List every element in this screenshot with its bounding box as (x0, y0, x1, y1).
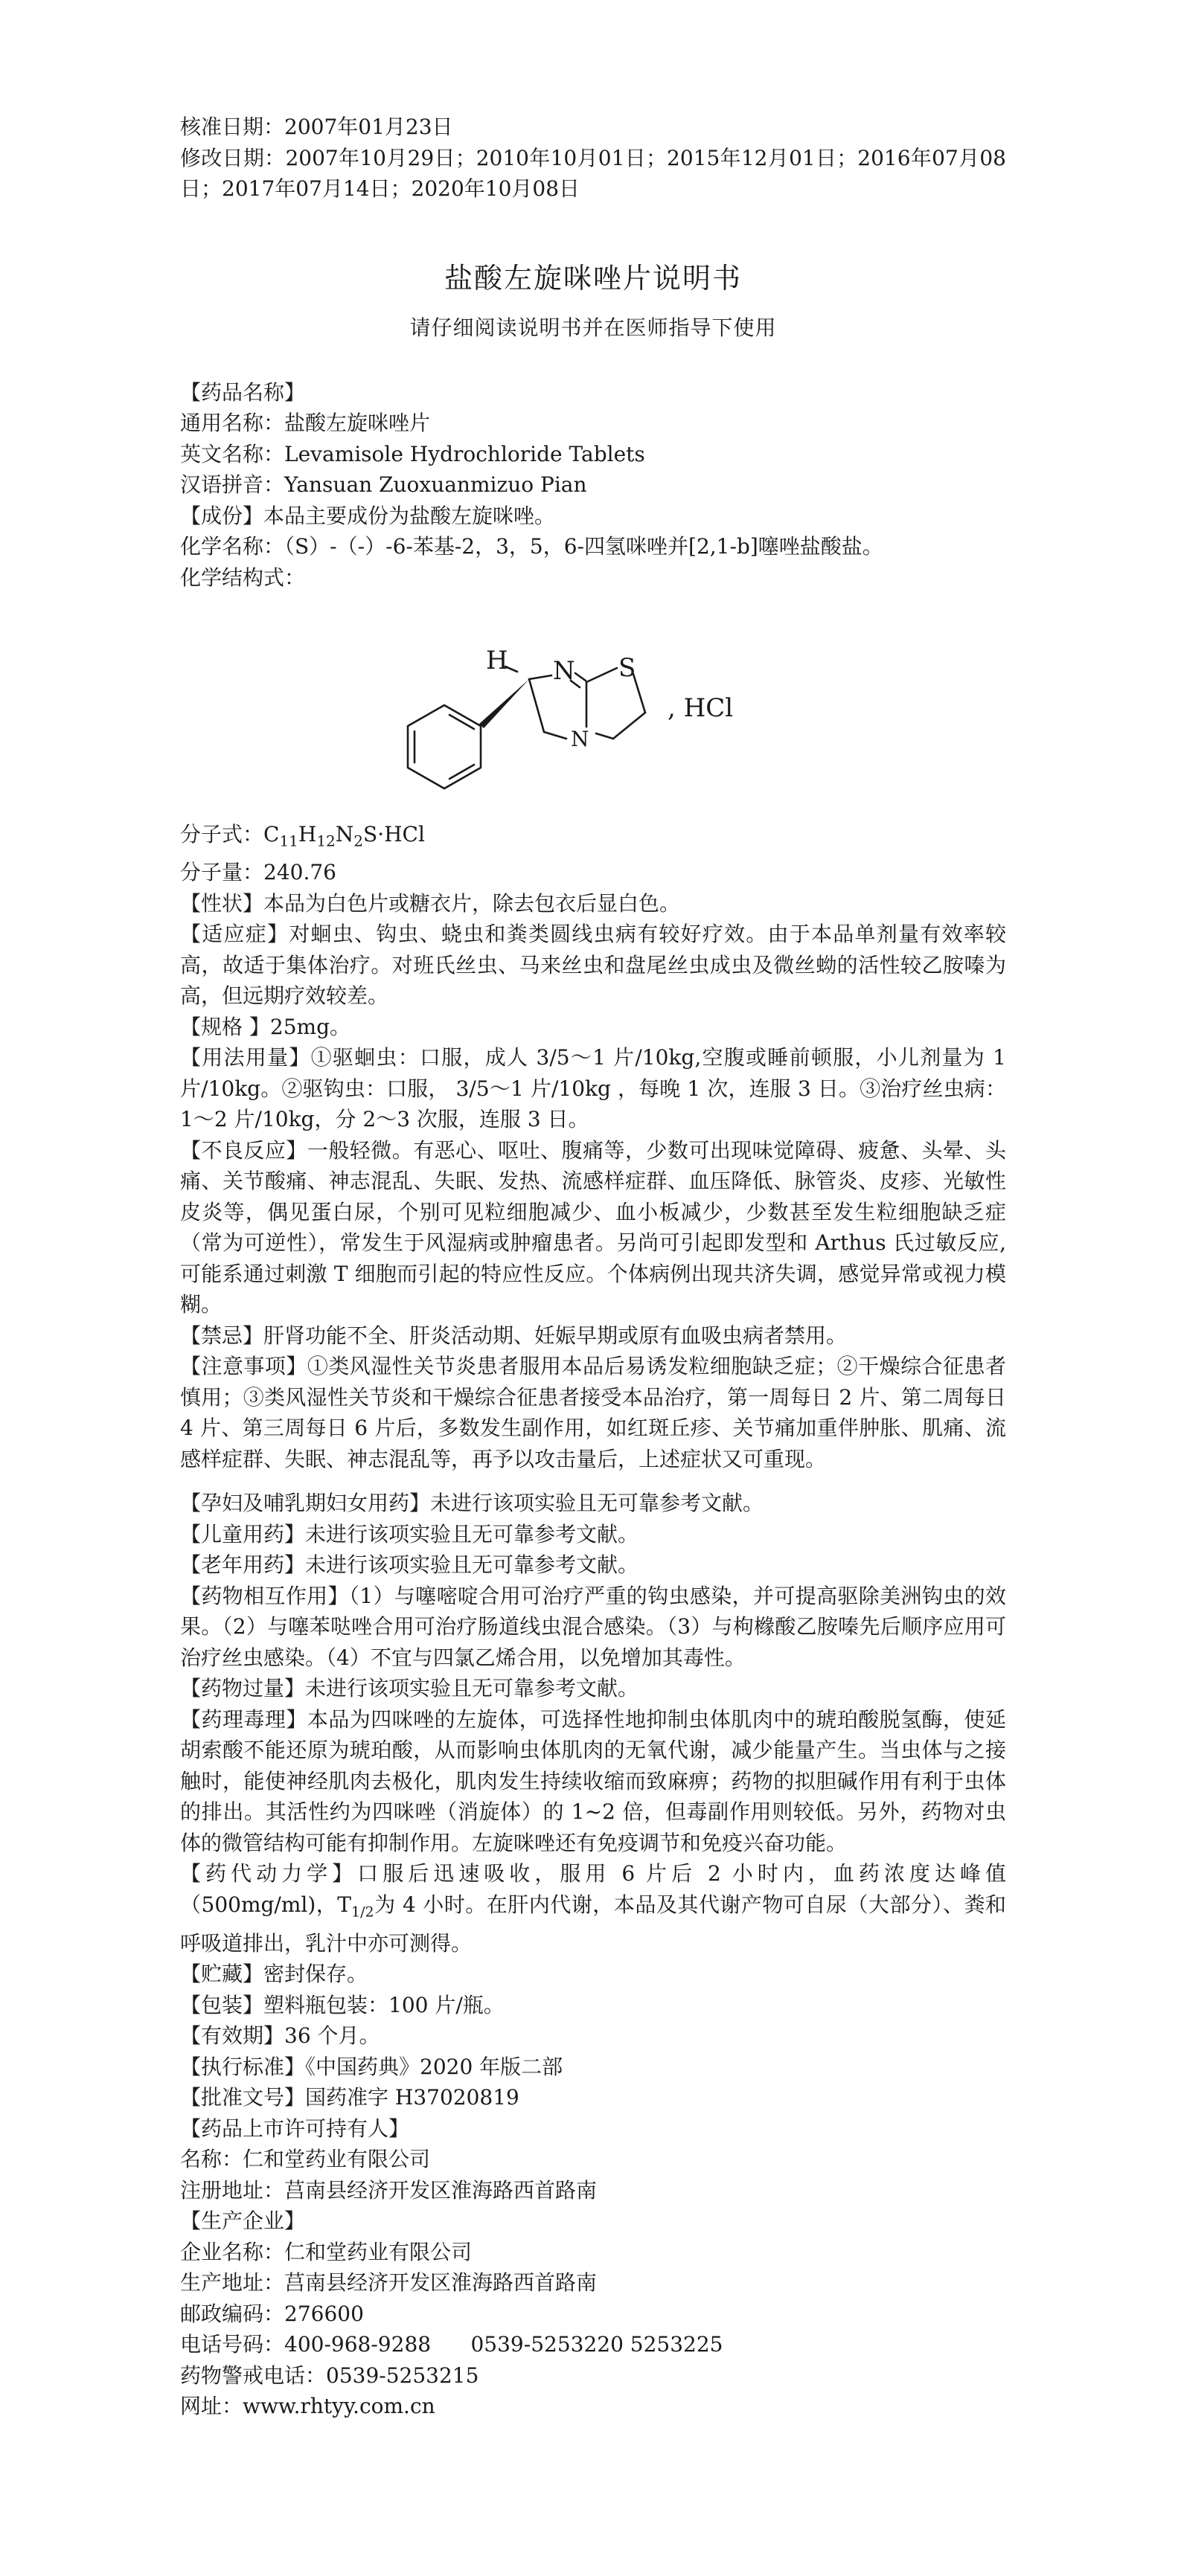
chemical-structure (180, 597, 1006, 813)
leaflet (180, 112, 1006, 2422)
manufacturer-website[interactable]: 网址：www.rhtyy.com.cn (180, 2394, 435, 2419)
molecular-weight: 分子量：240.76 (180, 860, 336, 885)
document-subtitle: 请仔细阅读说明书并在医师指导下使用 (409, 315, 777, 340)
section-contraindications: 【禁忌】肝肾功能不全、肝炎活动期、妊娠早期或原有血吸虫病者禁用。 (180, 1323, 848, 1348)
section-children: 【儿童用药】未进行该项实验且无可靠参考文献。 (180, 1521, 639, 1546)
c5-n-bond (544, 732, 566, 739)
manufacturer-address: 生产地址：莒南县经济开发区淮海路西首路南 (180, 2270, 598, 2296)
section-storage: 【贮藏】密封保存。 (180, 1962, 368, 1987)
manufacturer-name: 企业名称：仁和堂药业有限公司 (180, 2239, 473, 2264)
structure-label: 化学结构式： (180, 565, 306, 590)
hcl-salt: , HCl (668, 693, 734, 723)
ch2-ch2-bond (613, 713, 645, 739)
drug-name-heading: 【药品名称】 (180, 379, 306, 405)
mah-name: 名称：仁和堂药业有限公司 (180, 2147, 431, 2172)
generic-name: 通用名称：盐酸左旋咪唑片 (180, 411, 431, 435)
levamisole-structure-diagram (348, 597, 764, 813)
section-interactions: 【药物相互作用】（1）与噻嘧啶合用可治疗严重的钩虫感染，并可提高驱除美洲钩虫的效果。（2）与噻苯哒唑合用可治疗肠道线虫混合感染。（3）与枸橼酸乙胺嗪先后顺序应用可治疗丝虫感染。（4）不宜与四氯乙烯合用，以免增加其毒性。 (180, 1583, 1006, 1670)
benzene-ring (408, 705, 481, 788)
approval-date: 核准日期：2007年01月23日 (180, 115, 453, 139)
section-standard: 【执行标准】《中国药典》2020 年版二部 (180, 2054, 563, 2079)
manufacturer-alert-phone: 药物警戒电话：0539-5253215 (180, 2363, 479, 2388)
c6-n-bond (529, 675, 551, 679)
mah-address: 注册地址：莒南县经济开发区淮海路西首路南 (180, 2177, 598, 2203)
ch2-n-bond (596, 733, 613, 739)
atom-n-bridge: N (571, 727, 589, 751)
benzene-double-bond-1 (449, 715, 474, 729)
section-package: 【包装】塑料瓶包装：100 片/瓶。 (180, 1992, 505, 2017)
benzene-double-bond-2 (449, 765, 474, 779)
section-pharmacokinetics: 【药代动力学】口服后迅速吸收，服用 6 片后 2 小时内，血药浓度达峰值（500mg/ml)，$T_{1/2}$为 4 小时。在肝内代谢，本品及其代谢产物可自尿（大部分）、粪和呼吸道排出，乳汁中亦可测得。 (180, 1861, 1006, 1956)
section-approval-number: 【批准文号】国药准字 H37020819 (180, 2085, 519, 2110)
section-specification: 【规格 】25mg。 (180, 1014, 351, 1039)
revision-dates: 修改日期：2007年10月29日；2010年10月01日；2015年12月01日；2016年07月08日；2017年07月14日；2020年10月08日 (180, 145, 1006, 201)
atom-h: H (486, 646, 508, 675)
manufacturer-postcode: 邮政编码：276600 (180, 2301, 364, 2326)
section-validity: 【有效期】36 个月。 (180, 2023, 380, 2049)
section-adverse-reactions: 【不良反应】一般轻微。有恶心、呕吐、腹痛等，少数可出现味觉障碍、疲惫、头晕、头痛、关节酸痛、神志混乱、失眠、发热、流感样症群、血压降低、脉管炎、皮疹、光敏性皮炎等，偶见蛋白尿，个别可见粒细胞减少、血小板减少，少数甚至发生粒细胞缺乏症（常为可逆性），常发生于风湿病或肿瘤患者。另尚可引起即发型和 Arthus 氏过敏反应,可能系通过刺激 T 细胞而引起的特应性反应。个体病例出现共济失调，感觉异常或视力模糊。 (180, 1137, 1006, 1317)
section-pregnancy: 【孕妇及哺乳期妇女用药】未进行该项实验且无可靠参考文献。 (180, 1491, 764, 1516)
c-s-bond (586, 668, 617, 682)
section-precautions: 【注意事项】①类风湿性关节炎患者服用本品后易诱发粒细胞缺乏症；②干燥综合征患者慎用；③类风湿性关节炎和干燥综合征患者接受本品治疗，第一周每日 2 片、第二周每日 4 片、第三周每日 6 片后，多数发生副作用，如红斑丘疹、关节痛加重伴肿胀、肌痛、流感样症群、失眠、神志混乱等，再予以攻击量后，上述症状又可重现。 (180, 1354, 1006, 1471)
mah-heading: 【药品上市许可持有人】 (180, 2116, 410, 2141)
english-name: 英文名称：Levamisole Hydrochloride Tablets (180, 441, 645, 466)
n-c-double-bond (575, 673, 586, 681)
section-dosage: 【用法用量】①驱蛔虫：口服，成人 3/5～1 片/10kg,空腹或睡前顿服，小儿剂量为 1 片/10kg。②驱钩虫：口服， 3/5～1 片/10kg ，每晚 1 次，连服 3 日。③治疗丝虫病：1～2 片/10kg，分 2～3 次服，连服 3 日。 (180, 1045, 1006, 1132)
atom-n-imine: N (553, 656, 575, 686)
manufacturer-phone: 电话号码：400-968-9288 0539-5253220 5253225 (180, 2332, 723, 2357)
composition-heading: 【成份】 (180, 503, 264, 528)
section-overdose: 【药物过量】未进行该项实验且无可靠参考文献。 (180, 1676, 639, 1701)
section-properties: 【性状】本品为白色片或糖衣片，除去包衣后显白色。 (180, 890, 681, 916)
atom-s: S (618, 653, 636, 683)
section-elderly: 【老年用药】未进行该项实验且无可靠参考文献。 (180, 1552, 639, 1578)
molecular-formula: 分子式：$C_{11}H_{12}N_2S\cdot HCl$ (180, 822, 425, 850)
composition (180, 501, 1006, 532)
composition-text: 本品主要成份为盐酸左旋咪唑。 (263, 503, 556, 528)
section-indications: 【适应症】对蛔虫、钩虫、蛲虫和粪类圆线虫病有较好疗效。由于本品单剂量有效率较高，故适于集体治疗。对班氏丝虫、马来丝虫和盘尾丝虫成虫及微丝蚴的活性较乙胺嗪为高，但远期疗效较差。 (180, 922, 1006, 1009)
manufacturer-heading: 【生产企业】 (180, 2209, 306, 2234)
wedge-bond (479, 679, 529, 728)
section-pharmacology: 【药理毒理】本品为四咪唑的左旋体，可选择性地抑制虫体肌肉中的琥珀酸脱氢酶，使延胡索酸不能还原为琥珀酸，从而影响虫体肌肉的无氧代谢，减少能量产生。当虫体与之接触时，能使神经肌肉去极化，肌肉发生持续收缩而致麻痹；药物的拟胆碱作用有利于虫体的排出。其活性约为四咪唑（消旋体）的 1~2 倍，但毒副作用则较低。另外，药物对虫体的微管结构可能有抑制作用。左旋咪唑还有免疫调节和免疫兴奋功能。 (180, 1706, 1006, 1855)
chemical-name: 化学名称：（S）-（-）-6-苯基-2，3，5，6-四氢咪唑并[2,1-b]噻唑盐酸盐。 (180, 534, 883, 559)
pinyin-name: 汉语拼音：Yansuan Zuoxuanmizuo Pian (180, 472, 587, 497)
c6-c5-bond (529, 679, 544, 732)
document-title: 盐酸左旋咪唑片说明书 (444, 261, 742, 295)
